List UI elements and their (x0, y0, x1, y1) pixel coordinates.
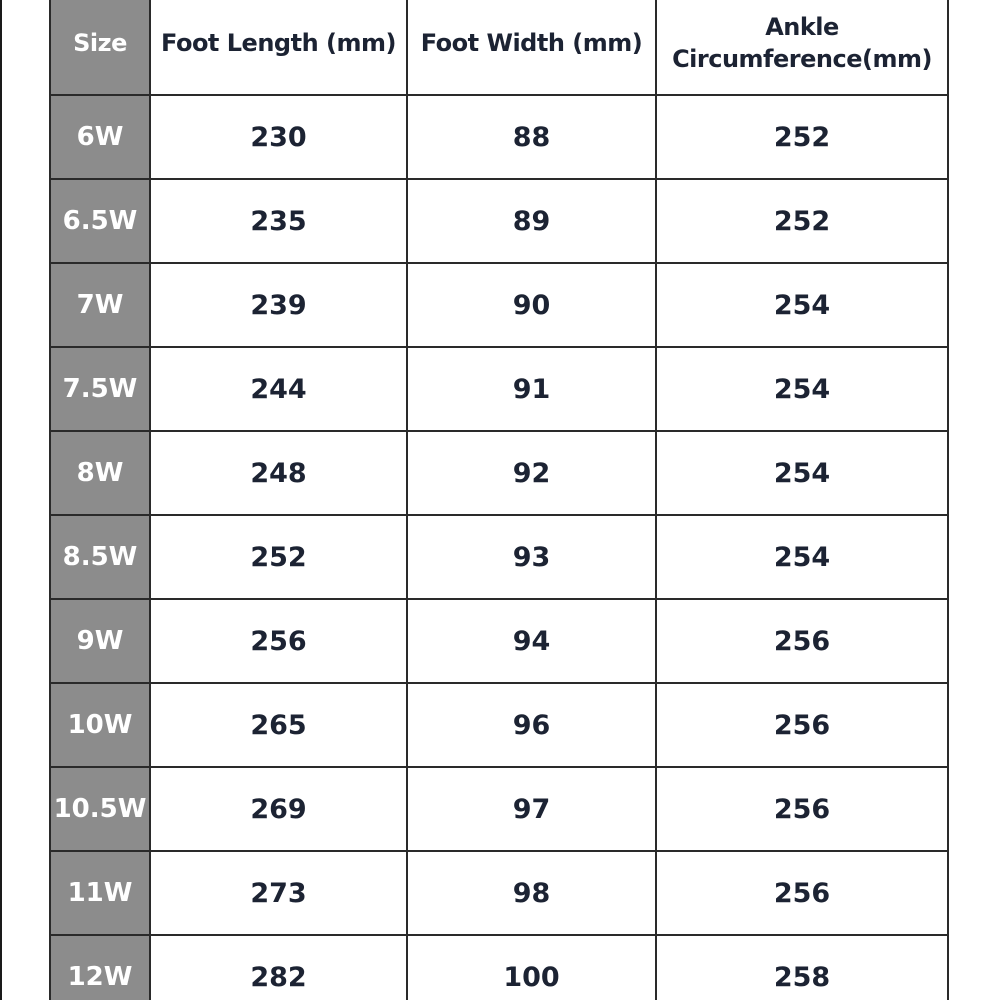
cell-ankle: 252 (656, 179, 948, 263)
table-row (50, 263, 948, 347)
cell-foot-width: 96 (407, 683, 656, 767)
cell-size: 10.5W (50, 767, 150, 851)
cell-foot-width: 97 (407, 767, 656, 851)
cell-foot-width: 92 (407, 431, 656, 515)
table-row (50, 431, 948, 515)
cell-size: 9W (50, 599, 150, 683)
cell-foot-length: 239 (150, 263, 407, 347)
cell-size: 6W (50, 95, 150, 179)
header-ankle-line2: Circumference(mm) (672, 45, 932, 73)
cell-ankle: 254 (656, 515, 948, 599)
cell-ankle: 256 (656, 683, 948, 767)
cell-foot-width: 89 (407, 179, 656, 263)
cell-size: 7W (50, 263, 150, 347)
cell-foot-length: 235 (150, 179, 407, 263)
cell-ankle: 254 (656, 347, 948, 431)
cell-foot-width: 98 (407, 851, 656, 935)
header-ankle-line1: Ankle (765, 13, 839, 41)
cell-ankle: 254 (656, 431, 948, 515)
table-row (50, 851, 948, 935)
cell-ankle: 256 (656, 767, 948, 851)
cell-foot-width: 88 (407, 95, 656, 179)
header-foot-length: Foot Length (mm) (150, 0, 407, 95)
cell-ankle: 254 (656, 263, 948, 347)
header-ankle-circumference (656, 0, 948, 95)
cell-size: 8.5W (50, 515, 150, 599)
header-size: Size (50, 0, 150, 95)
cell-foot-width: 90 (407, 263, 656, 347)
cell-ankle: 256 (656, 599, 948, 683)
left-edge-divider (0, 0, 2, 1000)
cell-foot-length: 230 (150, 95, 407, 179)
cell-foot-length: 256 (150, 599, 407, 683)
cell-foot-length: 248 (150, 431, 407, 515)
cell-foot-width: 100 (407, 935, 656, 1000)
table-row (50, 767, 948, 851)
cell-size: 6.5W (50, 179, 150, 263)
cell-foot-length: 265 (150, 683, 407, 767)
cell-foot-length: 273 (150, 851, 407, 935)
table-row (50, 935, 948, 1000)
cell-ankle: 256 (656, 851, 948, 935)
cell-foot-length: 244 (150, 347, 407, 431)
cell-size: 8W (50, 431, 150, 515)
header-foot-width: Foot Width (mm) (407, 0, 656, 95)
cell-foot-length: 252 (150, 515, 407, 599)
cell-size: 10W (50, 683, 150, 767)
cell-ankle: 252 (656, 95, 948, 179)
cell-size: 12W (50, 935, 150, 1000)
cell-foot-length: 269 (150, 767, 407, 851)
cell-foot-width: 91 (407, 347, 656, 431)
cell-foot-width: 94 (407, 599, 656, 683)
cell-foot-length: 282 (150, 935, 407, 1000)
table-row (50, 95, 948, 179)
table-row (50, 683, 948, 767)
table-row (50, 179, 948, 263)
cell-foot-width: 93 (407, 515, 656, 599)
cell-size: 7.5W (50, 347, 150, 431)
cell-ankle: 258 (656, 935, 948, 1000)
table-row (50, 515, 948, 599)
size-chart-table (49, 0, 949, 1000)
cell-size: 11W (50, 851, 150, 935)
table-row (50, 347, 948, 431)
table-header-row (50, 0, 948, 95)
table-row (50, 599, 948, 683)
